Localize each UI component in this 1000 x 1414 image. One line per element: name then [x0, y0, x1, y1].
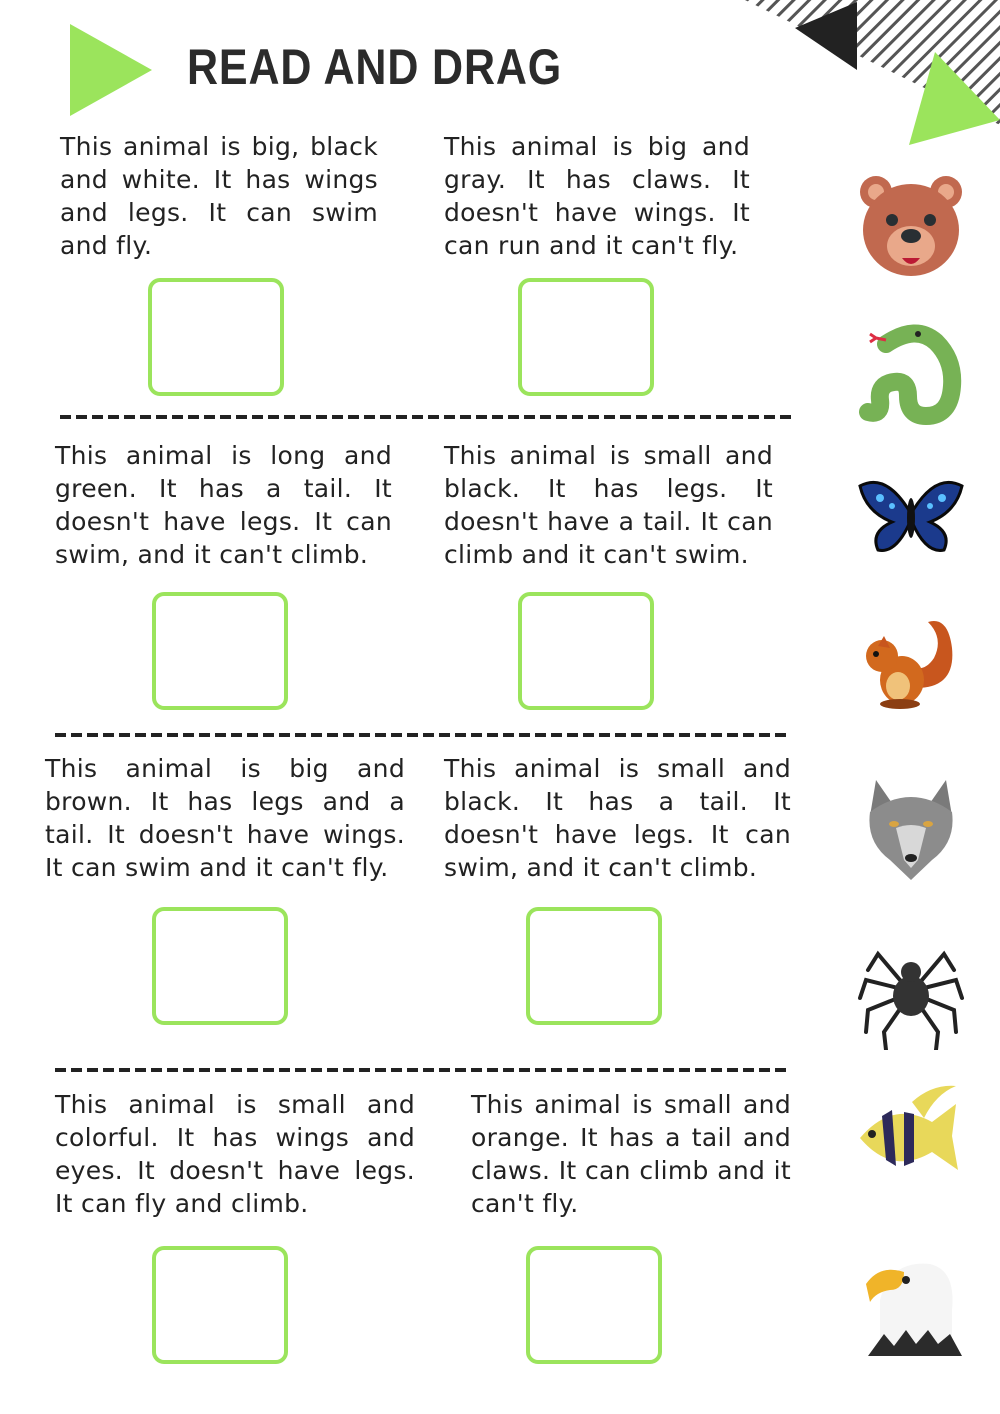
description-3: This animal is long and green. It has a tail. It doesn't have legs. It can swim, and it can't climb.: [55, 441, 392, 569]
drop-box-3[interactable]: [152, 592, 288, 710]
separator-3: [55, 1068, 790, 1072]
bear-icon[interactable]: [856, 170, 966, 280]
butterfly-icon[interactable]: [856, 462, 966, 572]
drop-box-5[interactable]: [152, 907, 288, 1025]
green-triangle-decoration-left: [68, 24, 152, 116]
description-5: This animal is big and brown. It has legs and a tail. It doesn't have wings. It can swim and it can't fly.: [45, 754, 405, 882]
separator-2: [55, 733, 790, 737]
drop-box-8[interactable]: [526, 1246, 662, 1364]
description-1: This animal is big, black and white. It has wings and legs. It can swim and fly.: [60, 132, 378, 260]
drop-box-6[interactable]: [526, 907, 662, 1025]
drop-box-2[interactable]: [518, 278, 654, 396]
description-4: This animal is small and black. It has legs. It doesn't have a tail. It can climb and it can't swim.: [444, 441, 773, 569]
page-title: READ AND DRAG: [187, 39, 563, 95]
squirrel-icon[interactable]: [856, 608, 966, 718]
eagle-icon[interactable]: [860, 1250, 970, 1360]
description-2: This animal is big and gray. It has claws. It doesn't have wings. It can run and it can't fly.: [444, 132, 750, 260]
wolf-icon[interactable]: [856, 772, 966, 882]
snake-icon[interactable]: [856, 316, 966, 426]
description-8: This animal is small and orange. It has a tail and claws. It can climb and it can't fly.: [471, 1090, 791, 1218]
description-6: This animal is small and black. It has a tail. It doesn't have legs. It can swim, and it can't climb.: [444, 754, 791, 882]
black-triangle-decoration: [795, 0, 865, 72]
spider-icon[interactable]: [856, 940, 966, 1050]
fish-icon[interactable]: [852, 1080, 962, 1190]
description-7: This animal is small and colorful. It has wings and eyes. It doesn't have legs. It can fly and climb.: [55, 1090, 415, 1218]
separator-1: [60, 415, 795, 419]
drop-box-4[interactable]: [518, 592, 654, 710]
drop-box-7[interactable]: [152, 1246, 288, 1364]
drop-box-1[interactable]: [148, 278, 284, 396]
green-triangle-decoration-right: [905, 50, 1000, 146]
